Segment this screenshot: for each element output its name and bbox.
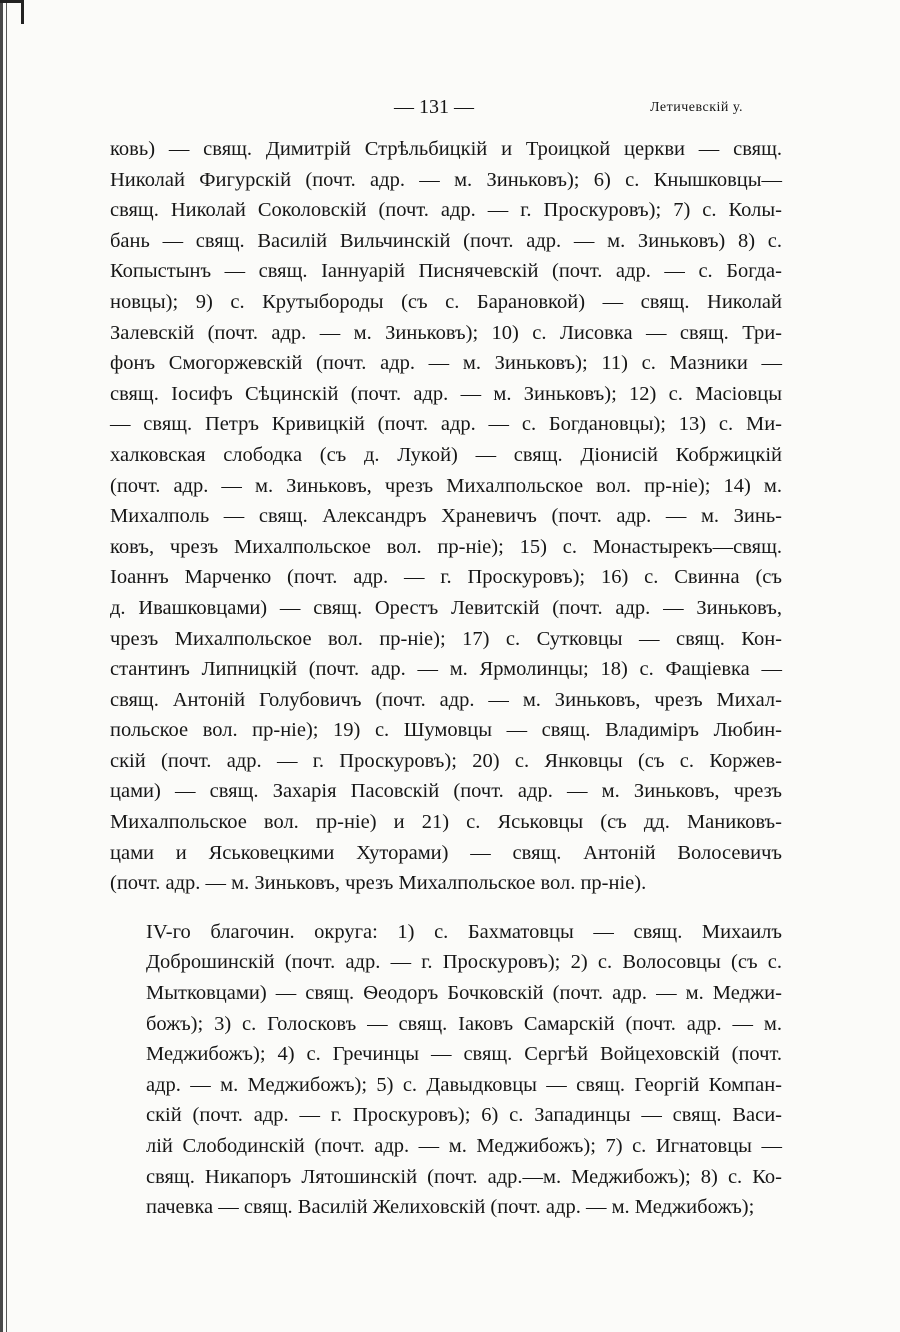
text-line: цами и Яськовецкими Хуторами) — свящ. Антоній Волосевичъ bbox=[110, 841, 782, 864]
text-line: Доброшинскій (почт. адр. — г. Проскуровъ); 2) с. Волосовцы (съ с. bbox=[146, 951, 782, 974]
text-line: IV-го благочин. округа: 1) с. Бахматовцы — свящ. Михаилъ bbox=[146, 920, 782, 943]
page-corner-mark bbox=[0, 0, 24, 24]
text-line: лій Слободинскій (почт. адр. — м. Меджибожъ); 7) с. Игнатовцы — bbox=[146, 1135, 782, 1157]
paragraph-1 bbox=[110, 134, 782, 899]
text-line: свящ. Антоній Голубовичъ (почт. адр. — м. Зиньковъ, чрезъ Михал- bbox=[110, 688, 782, 711]
text-line: Іоаннъ Марченко (почт. адр. — г. Проскуровъ); 16) с. Свинна (съ bbox=[110, 566, 782, 589]
text-line: (почт. адр. — м. Зиньковъ, чрезъ Михалпольское вол. пр-ніе). bbox=[110, 872, 647, 895]
text-line: пачевка — свящ. Василій Желиховскій (почт. адр. — м. Меджибожъ); bbox=[146, 1196, 755, 1219]
text-line: (почт. адр. — м. Зиньковъ, чрезъ Михалпольское вол. пр-ніе); 14) м. bbox=[110, 474, 782, 497]
text-line: свящ. Никапоръ Лятошинскій (почт. адр.—м. Меджибожъ); 8) с. Ко- bbox=[146, 1165, 782, 1188]
page-edge-shadow bbox=[0, 0, 10, 1332]
text-line: скій (почт. адр. — г. Проскуровъ); 20) с. Янковцы (съ с. Коржев- bbox=[110, 749, 782, 772]
running-head: Летичевскій у. bbox=[650, 100, 744, 115]
text-line: новцы); 9) с. Крутыбороды (съ с. Барановкой) — свящ. Николай bbox=[110, 290, 782, 313]
text-line: польское вол. пр-ніе); 19) с. Шумовцы — свящ. Владиміръ Любин- bbox=[110, 719, 782, 742]
text-line: Копыстынъ — свящ. Іаннуарій Писнячевскій (почт. адр. — с. Богда- bbox=[110, 260, 782, 283]
text-line: свящ. Николай Соколовскій (почт. адр. — г. Проскуровъ); 7) с. Колы- bbox=[110, 199, 782, 222]
text-line: фонъ Смогоржевскій (почт. адр. — м. Зиньковъ); 11) с. Мазники — bbox=[110, 352, 782, 375]
body-text bbox=[110, 134, 782, 1223]
text-line: Николай Фигурскій (почт. адр. — м. Зиньковъ); 6) с. Кнышковцы— bbox=[110, 168, 782, 191]
text-line: д. Ивашковцами) — свящ. Орестъ Левитскій (почт. адр. — Зиньковъ, bbox=[110, 596, 782, 619]
text-line: цами) — свящ. Захарія Пасовскій (почт. адр. — м. Зиньковъ, чрезъ bbox=[110, 780, 782, 803]
text-line: ковъ, чрезъ Михалпольское вол. пр-ніе); 15) с. Монастырекъ—свящ. bbox=[110, 535, 782, 558]
text-line: стантинъ Липницкій (почт. адр. — м. Ярмолинцы; 18) с. Фащіевка — bbox=[110, 658, 782, 681]
text-line: адр. — м. Меджибожъ); 5) с. Давыдковцы — свящ. Георгій Компан- bbox=[146, 1073, 782, 1096]
page-header bbox=[0, 96, 900, 126]
text-line: Михалполь — свящ. Александръ Храневичъ (почт. адр. — м. Зинь- bbox=[110, 505, 782, 528]
text-line: — свящ. Петръ Кривицкій (почт. адр. — с. Богдановцы); 13) с. Ми- bbox=[110, 413, 782, 436]
paragraph-2 bbox=[110, 917, 782, 1223]
page-number: — 131 — bbox=[394, 96, 474, 118]
text-line: Залевскій (почт. адр. — м. Зиньковъ); 10) с. Лисовка — свящ. Три- bbox=[110, 321, 782, 344]
text-line: Мытковцами) — свящ. Ѳеодоръ Бочковскій (почт. адр. — м. Меджи- bbox=[146, 982, 782, 1005]
text-line: халковская слободка (съ д. Лукой) — свящ. Діонисій Кобржицкій bbox=[110, 443, 782, 466]
text-line: Михалпольское вол. пр-ніе) и 21) с. Яськовцы (съ дд. Маниковъ- bbox=[110, 811, 782, 834]
text-line: скій (почт. адр. — г. Проскуровъ); 6) с. Западинцы — свящ. Васи- bbox=[146, 1104, 782, 1127]
text-line: ковь) — свящ. Димитрій Стрѣльбицкій и Троицкой церкви — свящ. bbox=[110, 138, 782, 160]
text-line: Меджибожъ); 4) с. Гречинцы — свящ. Сергѣй Войцеховскій (почт. bbox=[146, 1043, 782, 1066]
text-line: божъ); 3) с. Голосковъ — свящ. Іаковъ Самарскій (почт. адр. — м. bbox=[146, 1012, 782, 1035]
text-line: чрезъ Михалпольское вол. пр-ніе); 17) с. Сутковцы — свящ. Кон- bbox=[110, 627, 782, 650]
text-line: бань — свящ. Василій Вильчинскій (почт. адр. — м. Зиньковъ) 8) с. bbox=[110, 229, 782, 252]
text-line: свящ. Іосифъ Сѣцинскій (почт. адр. — м. Зиньковъ); 12) с. Масіовцы bbox=[110, 382, 782, 405]
